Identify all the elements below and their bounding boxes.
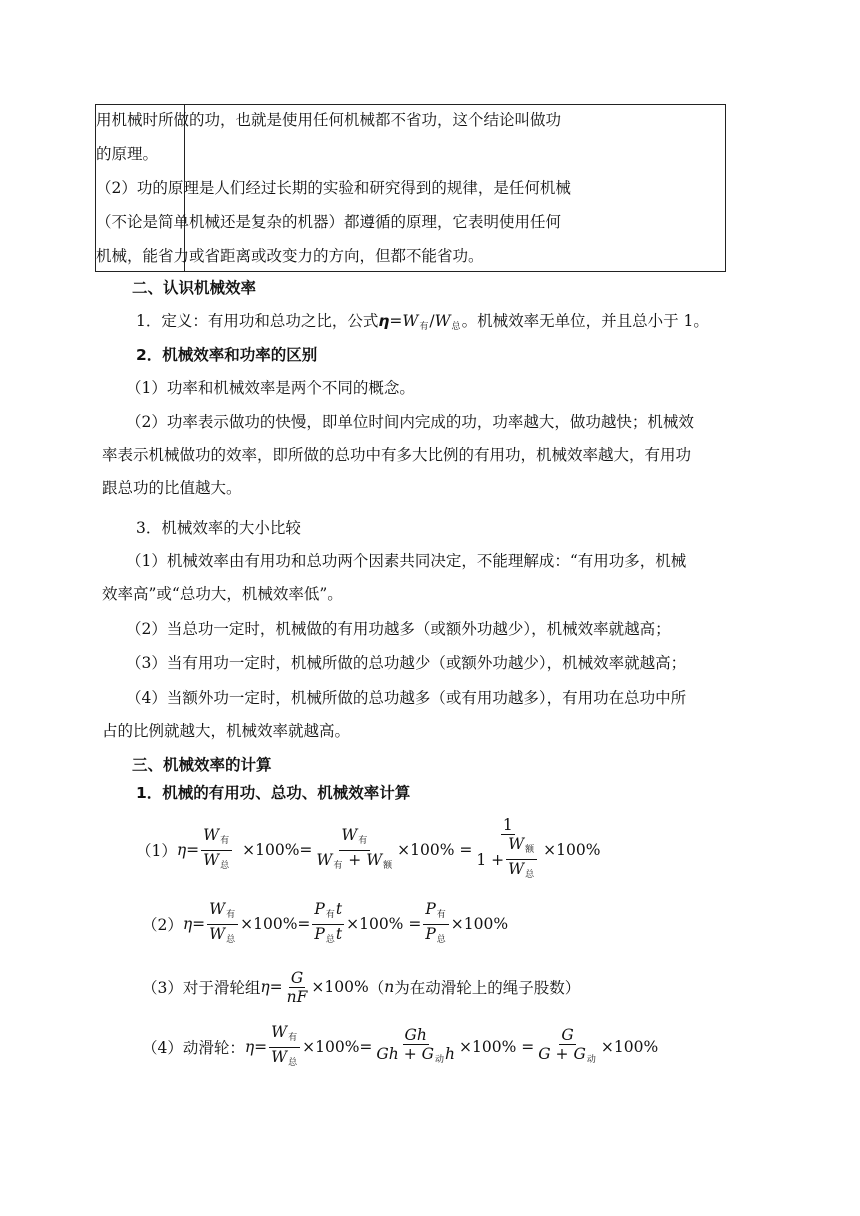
section-heading: 三、机械效率的计算 bbox=[132, 756, 272, 774]
subscript-useful: 有 bbox=[220, 835, 230, 846]
formula-2 bbox=[142, 900, 508, 948]
paragraph-line: 占的比例就越大，机械效率就越高。 bbox=[102, 722, 351, 740]
subscript-useful: 有 bbox=[288, 1032, 298, 1043]
subscript-extra: 额 bbox=[525, 845, 535, 855]
times-100-percent: ×100% = bbox=[346, 915, 422, 933]
item-title: 2．机械效率和功率的区别 bbox=[136, 346, 318, 364]
power-symbol: P bbox=[314, 924, 325, 943]
eta-symbol: η bbox=[182, 915, 193, 933]
work-symbol: W bbox=[209, 924, 226, 943]
paragraph-line: （3）当有用功一定时，机械所做的总功越少（或额外功越少），机械效率就越高； bbox=[126, 654, 687, 672]
power-symbol: P bbox=[314, 899, 325, 918]
work-symbol: W bbox=[271, 1047, 288, 1066]
table-text-line: （2）功的原理是人们经过长期的实验和研究得到的规律，是任何机械 bbox=[96, 179, 571, 197]
fraction bbox=[201, 827, 232, 874]
weight-plus: G + bbox=[538, 1044, 574, 1063]
fraction bbox=[536, 1027, 599, 1068]
work-symbol: W bbox=[341, 825, 358, 844]
paragraph-line: 率表示机械做功的效率，即所做的总功中有多大比例的有用功，机械效率越大，有用功 bbox=[102, 446, 692, 464]
subscript-useful: 有 bbox=[436, 909, 446, 920]
subscript-total: 总 bbox=[226, 934, 236, 945]
weight-symbol: G bbox=[290, 968, 304, 987]
section-heading: 二、认识机械效率 bbox=[132, 279, 257, 297]
paragraph-line: 跟总功的比值越大。 bbox=[102, 479, 242, 497]
open-paren: （ bbox=[368, 979, 385, 997]
weight-symbol: G bbox=[573, 1044, 586, 1063]
work-symbol: W bbox=[203, 825, 220, 844]
work-symbol: W bbox=[434, 312, 451, 330]
eta-symbol: η bbox=[260, 978, 270, 996]
subscript-total: 总 bbox=[288, 1057, 298, 1068]
paragraph-line: （1）机械效率由有用功和总功两个因素共同决定，不能理解成：“有用功多，机械 bbox=[126, 552, 687, 570]
work-symbol: W bbox=[316, 850, 333, 869]
fraction bbox=[269, 1024, 300, 1071]
formula-note: 为在动滑轮上的绳子股数） bbox=[394, 979, 581, 997]
numerator-one: 1 bbox=[502, 816, 513, 834]
subscript-moving: 动 bbox=[435, 1054, 445, 1065]
equals-sign: = bbox=[389, 312, 403, 330]
paragraph-line: （1）功率和机械效率是两个不同的概念。 bbox=[126, 379, 415, 397]
times-100-percent: ×100% bbox=[543, 841, 601, 859]
fraction bbox=[423, 901, 448, 948]
work-symbol: W bbox=[508, 860, 525, 878]
weight-height-plus: Gh + bbox=[376, 1044, 422, 1063]
subscript-extra: 额 bbox=[383, 860, 393, 871]
times-100-percent: ×100%= bbox=[242, 841, 313, 859]
subscript-total: 总 bbox=[220, 860, 230, 871]
times-100-percent: ×100% = bbox=[459, 1038, 535, 1056]
subscript-useful: 有 bbox=[333, 860, 343, 871]
slash: / bbox=[429, 312, 435, 330]
subscript-useful: 有 bbox=[325, 909, 335, 920]
times-100-percent: ×100%= bbox=[302, 1038, 373, 1056]
equals-sign: = bbox=[254, 1038, 268, 1056]
table-text-line: 用机械时所做的功，也就是使用任何机械都不省功，这个结论叫做功 bbox=[96, 111, 562, 129]
paragraph-line: （2）当总功一定时，机械做的有用功越多（或额外功越少），机械效率就越高； bbox=[126, 620, 671, 638]
fraction bbox=[506, 836, 537, 883]
paragraph-line: （2）功率表示做功的快慢，即单位时间内完成的功，功率越大，做功越快；机械效 bbox=[126, 413, 694, 431]
formula-label: （1） bbox=[136, 842, 177, 860]
item-title: 1．机械的有用功、总功、机械效率计算 bbox=[136, 784, 411, 802]
paragraph-line: （4）当额外功一定时，机械所做的总功越多（或有用功越多），有用功在总功中所 bbox=[126, 689, 687, 707]
formula-3 bbox=[142, 964, 580, 1010]
fraction bbox=[374, 1027, 457, 1068]
height-symbol: h bbox=[445, 1044, 456, 1063]
time-symbol: t bbox=[335, 899, 343, 918]
formula-label: （3）对于滑轮组 bbox=[142, 979, 261, 997]
fraction bbox=[207, 901, 238, 948]
subscript-total: 总 bbox=[451, 322, 461, 332]
weight-symbol: G bbox=[561, 1025, 574, 1044]
subscript-total: 总 bbox=[325, 934, 335, 945]
fraction bbox=[285, 970, 310, 1005]
fraction bbox=[312, 901, 344, 948]
table-text-line: （不论是简单机械还是复杂的机器）都遵循的原理，它表明使用任何 bbox=[96, 213, 562, 231]
work-symbol: W bbox=[402, 312, 419, 330]
fraction bbox=[474, 817, 541, 883]
definition-prefix: 1．定义：有用功和总功之比，公式 bbox=[136, 312, 379, 330]
work-symbol: W bbox=[366, 850, 383, 869]
n-symbol: n bbox=[384, 978, 395, 996]
times-100-percent: ×100% bbox=[600, 1038, 659, 1056]
n-times-force: nF bbox=[286, 987, 308, 1006]
times-100-percent: ×100% = bbox=[397, 841, 473, 859]
formula-4 bbox=[142, 1022, 658, 1072]
weight-symbol: G bbox=[421, 1044, 435, 1063]
table-text-line: 机械，能省力或省距离或改变力的方向，但都不能省功。 bbox=[96, 247, 484, 265]
subscript-useful: 有 bbox=[358, 835, 368, 846]
fraction bbox=[314, 827, 395, 874]
subscript-useful: 有 bbox=[419, 322, 429, 332]
work-symbol: W bbox=[508, 835, 525, 853]
weight-height: Gh bbox=[404, 1025, 427, 1044]
table-text-line: 的原理。 bbox=[96, 145, 159, 163]
power-symbol: P bbox=[425, 924, 436, 943]
definition-line bbox=[136, 311, 709, 337]
definition-suffix: 。机械效率无单位，并且总小于 1。 bbox=[461, 312, 709, 330]
times-100-percent: ×100%= bbox=[240, 915, 311, 933]
equals-sign: = bbox=[192, 915, 206, 933]
plus-sign: + bbox=[343, 850, 367, 869]
formula-1 bbox=[136, 812, 600, 888]
work-symbol: W bbox=[271, 1022, 288, 1041]
work-symbol: W bbox=[203, 850, 220, 869]
eta-symbol: η bbox=[176, 841, 187, 859]
formula-label: （4）动滑轮： bbox=[142, 1039, 245, 1057]
equals-sign: = bbox=[186, 841, 200, 859]
subscript-moving: 动 bbox=[586, 1054, 596, 1065]
power-symbol: P bbox=[425, 899, 436, 918]
one-plus: 1 + bbox=[476, 850, 505, 869]
item-title: 3．机械效率的大小比较 bbox=[136, 519, 301, 537]
subscript-total: 总 bbox=[436, 934, 446, 945]
time-symbol: t bbox=[335, 924, 343, 943]
work-symbol: W bbox=[209, 899, 226, 918]
formula-label: （2） bbox=[142, 916, 183, 934]
eta-symbol: η bbox=[244, 1038, 255, 1056]
eta-symbol: η bbox=[378, 312, 390, 330]
times-100-percent: ×100% bbox=[450, 915, 509, 933]
equals-sign: = bbox=[269, 978, 283, 996]
subscript-useful: 有 bbox=[226, 909, 236, 920]
subscript-total: 总 bbox=[525, 870, 535, 880]
paragraph-line: 效率高”或“总功大，机械效率低”。 bbox=[102, 585, 343, 603]
times-100-percent: ×100% bbox=[311, 978, 369, 996]
